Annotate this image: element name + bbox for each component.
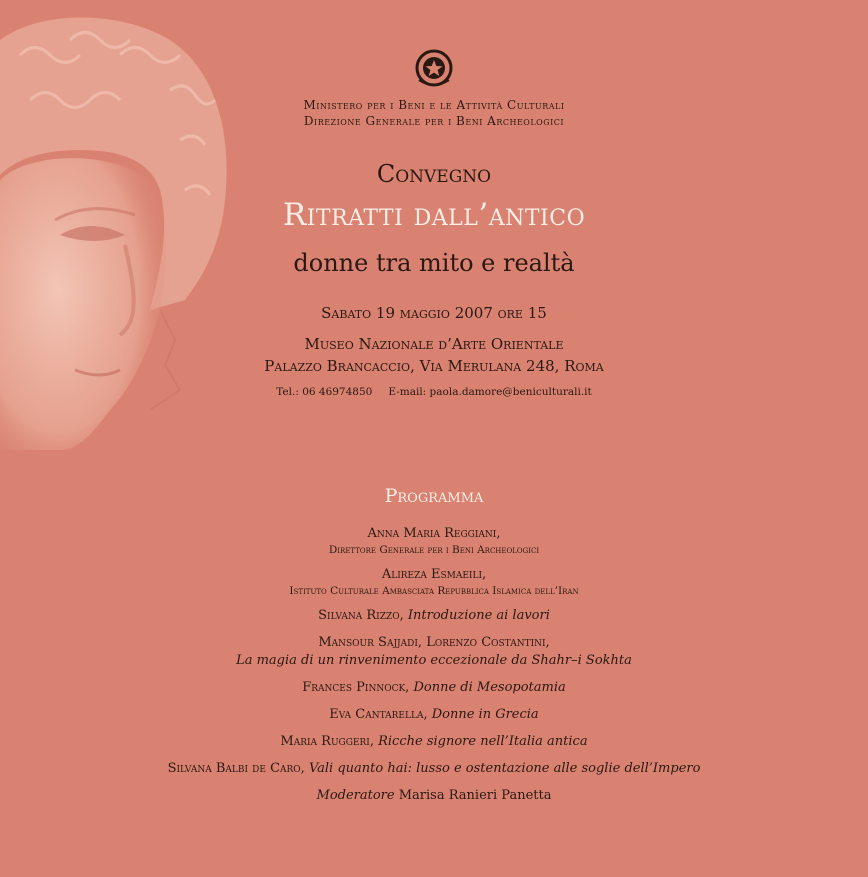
program-item: [0, 525, 868, 557]
program-item: [0, 706, 868, 724]
ministry-name: Ministero per i Beni e le Attività Culturali: [303, 98, 565, 112]
directorate-name: Direzione Generale per i Beni Archeologici: [303, 114, 565, 128]
speaker-name: Mansour Sajjadi, Lorenzo Costantini,: [318, 635, 550, 650]
speaker-role: Direttore Generale per i Beni Archeologici: [328, 544, 540, 556]
contact-info: [0, 386, 868, 398]
phone-number: Tel.: 06 46974850: [276, 386, 373, 398]
moderator-label: Moderatore: [316, 788, 395, 803]
venue-name: Museo Nazionale d’Arte Orientale: [304, 335, 564, 353]
speaker-name: Anna Maria Reggiani,: [367, 526, 501, 541]
program-item: [0, 607, 868, 625]
speaker-role: Istituto Culturale Ambasciata Repubblica Islamica dell’Iran: [289, 585, 579, 597]
talk-title: Vali quanto hai: lusso e ostentazione alle soglie dell’Impero: [308, 761, 701, 776]
event-subtitle: donne tra mito e realtà: [293, 249, 575, 277]
speaker-name: Alireza Esmaeili,: [381, 567, 487, 582]
event-type: Convegno: [376, 160, 492, 188]
venue-address: Palazzo Brancaccio, Via Merulana 248, Roma: [264, 357, 604, 375]
speaker-name: Eva Cantarella,: [329, 707, 428, 722]
program-item: [0, 566, 868, 598]
speaker-name: Maria Ruggeri,: [280, 734, 374, 749]
program-heading: Programma: [384, 485, 484, 507]
program-item: [0, 760, 868, 778]
emblem-icon: [413, 48, 455, 88]
email-address[interactable]: E-mail: paola.damore@beniculturali.it: [388, 386, 592, 398]
event-date: Sabato 19 maggio 2007 ore 15: [321, 304, 547, 322]
talk-title: Ricche signore nell’Italia antica: [378, 734, 588, 749]
program-list: [0, 525, 868, 814]
event-venue: [0, 333, 868, 377]
ministry-header: [0, 97, 868, 129]
talk-title: Donne di Mesopotamia: [413, 680, 566, 695]
event-title: Ritratti dall’antico: [282, 197, 586, 233]
program-item: [0, 679, 868, 697]
speaker-name: Silvana Balbi de Caro,: [167, 761, 305, 776]
speaker-name: Frances Pinnock,: [302, 680, 410, 695]
program-item: [0, 733, 868, 751]
speaker-name: Silvana Rizzo,: [318, 608, 404, 623]
talk-title: La magia di un rinvenimento eccezionale da Shahr–i Sokhta: [236, 653, 632, 668]
talk-title: Introduzione ai lavori: [407, 608, 550, 623]
moderator-item: [0, 787, 868, 805]
talk-title: Donne in Grecia: [431, 707, 539, 722]
moderator-name: Marisa Ranieri Panetta: [398, 788, 552, 803]
program-item: [0, 634, 868, 670]
